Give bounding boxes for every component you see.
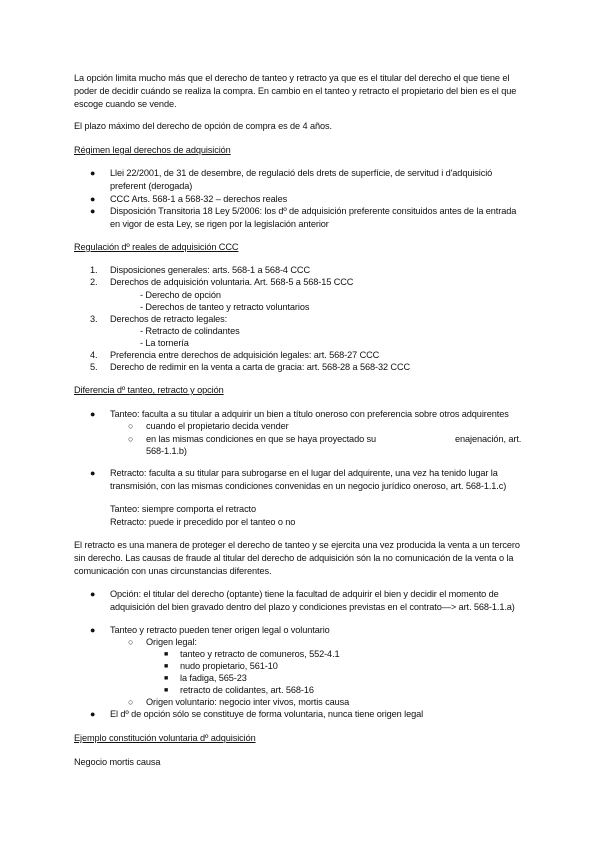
nota-retracto: Retracto: puede ir precedido por el tanteo o no bbox=[110, 517, 296, 527]
fraude-line-2: sin derecho. Las causas de fraude al titular del derecho de adquisición són la no comunicación de la venta o la bbox=[74, 553, 514, 563]
tanteo-sub-2-part-3: 568-1.1.b) bbox=[146, 446, 187, 456]
bullet-icon: ● bbox=[90, 168, 96, 178]
circle-bullet-icon: ○ bbox=[128, 697, 134, 707]
retracto-definition-line-1: Retracto: faculta a su titular para subrogarse en el lugar del adquirente, una vez ha tenido lugar la bbox=[110, 468, 498, 478]
fraude-line-3: comunicación con unas circunstancias diferentes. bbox=[74, 566, 272, 576]
list-number: 5. bbox=[90, 362, 98, 372]
bullet-icon: ● bbox=[90, 625, 96, 635]
origen-voluntario: Origen voluntario: negocio inter vivos, mortis causa bbox=[146, 697, 350, 707]
circle-bullet-icon: ○ bbox=[128, 421, 134, 431]
list-number: 1. bbox=[90, 265, 98, 275]
bullet-icon: ● bbox=[90, 194, 96, 204]
bullet-icon: ● bbox=[90, 709, 96, 719]
list-number: 3. bbox=[90, 314, 98, 324]
regulacion-item-2-sub-1: - Derecho de opción bbox=[140, 290, 221, 300]
square-bullet-icon: ■ bbox=[164, 651, 169, 658]
bullet-icon: ● bbox=[90, 206, 96, 216]
ejemplo-heading: Ejemplo constitución voluntaria dº adquisición bbox=[74, 733, 256, 743]
regulacion-item-5: Derecho de redimir en la venta a carta de gracia: art. 568-28 a 568-32 CCC bbox=[110, 362, 411, 372]
tanteo-sub-2-part-2: enajenación, art. bbox=[455, 434, 522, 444]
regulacion-item-2-sub-2: - Derechos de tanteo y retracto voluntarios bbox=[140, 302, 310, 312]
origen-main: Tanteo y retracto pueden tener origen legal o voluntario bbox=[110, 625, 330, 635]
regulacion-item-1: Disposiciones generales: arts. 568-1 a 568-4 CCC bbox=[110, 265, 310, 275]
tanteo-definition: Tanteo: faculta a su titular a adquirir un bien a título oneroso con preferencia sobre otros adquirentes bbox=[110, 409, 509, 419]
list-number: 4. bbox=[90, 350, 98, 360]
plazo-paragraph: El plazo máximo del derecho de opción de compra es de 4 años. bbox=[74, 121, 332, 131]
regulacion-heading: Regulación dº reales de adquisición CCC bbox=[74, 242, 239, 252]
regimen-item-2: CCC Arts. 568-1 a 568-32 – derechos reales bbox=[110, 194, 288, 204]
origen-legal-item-4: retracto de colidantes, art. 568-16 bbox=[180, 685, 314, 695]
tanteo-sub-2-part-1: en las mismas condiciones en que se haya proyectado su bbox=[146, 434, 377, 444]
opcion-line-1: Opción: el titular del derecho (optante) tiene la facultad de adquirir el bien y decidir el momento de bbox=[110, 589, 499, 599]
bullet-icon: ● bbox=[90, 468, 96, 478]
regulacion-item-3: Derechos de retracto legales: bbox=[110, 314, 228, 324]
diferencia-heading: Diferencia dº tanteo, retracto y opción bbox=[74, 385, 224, 395]
tanteo-sub-1: cuando el propietario decida vender bbox=[146, 421, 289, 431]
square-bullet-icon: ■ bbox=[164, 663, 169, 670]
regulacion-item-3-sub-1: - Retracto de colindantes bbox=[140, 326, 240, 336]
circle-bullet-icon: ○ bbox=[128, 637, 134, 647]
retracto-definition-line-2: transmisión, con las mismas condiciones convenidas en un negocio jurídico oneroso, art. 568-1.1.c) bbox=[110, 481, 507, 491]
ejemplo-subheading: Negocio mortis causa bbox=[74, 757, 161, 767]
origen-legal-item-1: tanteo y retracto de comuneros, 552-4.1 bbox=[180, 649, 340, 659]
regimen-item-1-line-1: Llei 22/2001, de 31 de desembre, de regulació dels drets de superfície, de servitud i d'adquisició bbox=[110, 168, 493, 178]
origen-legal-item-3: la fadiga, 565-23 bbox=[180, 673, 247, 683]
bullet-icon: ● bbox=[90, 589, 96, 599]
regimen-item-3-line-1: Disposición Transitoria 18 Ley 5/2006: los dº de adquisición preferente consituidos antes de la entrada bbox=[110, 206, 517, 216]
nota-tanteo: Tanteo: siempre comporta el retracto bbox=[110, 504, 257, 514]
fraude-line-1: El retracto es una manera de proteger el derecho de tanteo y se ejercita una vez producida la venta a un tercero bbox=[74, 540, 520, 550]
origen-legal-item-2: nudo propietario, 561-10 bbox=[180, 661, 278, 671]
origen-legal: Origen legal: bbox=[146, 637, 197, 647]
opcion-voluntaria: El dº de opción sólo se constituye de forma voluntaria, nunca tiene origen legal bbox=[110, 709, 424, 719]
square-bullet-icon: ■ bbox=[164, 675, 169, 682]
regulacion-item-4: Preferencia entre derechos de adquisición legales: art. 568-27 CCC bbox=[110, 350, 380, 360]
regulacion-item-3-sub-2: - La tornería bbox=[140, 338, 189, 348]
bullet-icon: ● bbox=[90, 409, 96, 419]
intro-line-2: poder de decidir cuándo se realiza la compra. En cambio en el tanteo y retracto el propietario del bien es el que bbox=[74, 86, 517, 96]
opcion-line-2: adquisición del bien gravado dentro del plazo y condiciones previstas en el contrato—> art. 568-1.1.a) bbox=[110, 602, 515, 612]
circle-bullet-icon: ○ bbox=[128, 434, 134, 444]
intro-line-3: escoge cuando se vende. bbox=[74, 99, 177, 109]
list-number: 2. bbox=[90, 277, 98, 287]
intro-line-1: La opción limita mucho más que el derecho de tanteo y retracto ya que es el titular del derecho el que tiene el bbox=[74, 73, 510, 83]
regimen-item-1-line-2: preferent (derogada) bbox=[110, 181, 193, 191]
regulacion-item-2: Derechos de adquisición voluntaria. Art. 568-5 a 568-15 CCC bbox=[110, 277, 354, 287]
regimen-item-3-line-2: en vigor de esta Ley, se rigen por la legislación anterior bbox=[110, 219, 329, 229]
square-bullet-icon: ■ bbox=[164, 687, 169, 694]
regimen-heading: Régimen legal derechos de adquisición bbox=[74, 145, 231, 155]
